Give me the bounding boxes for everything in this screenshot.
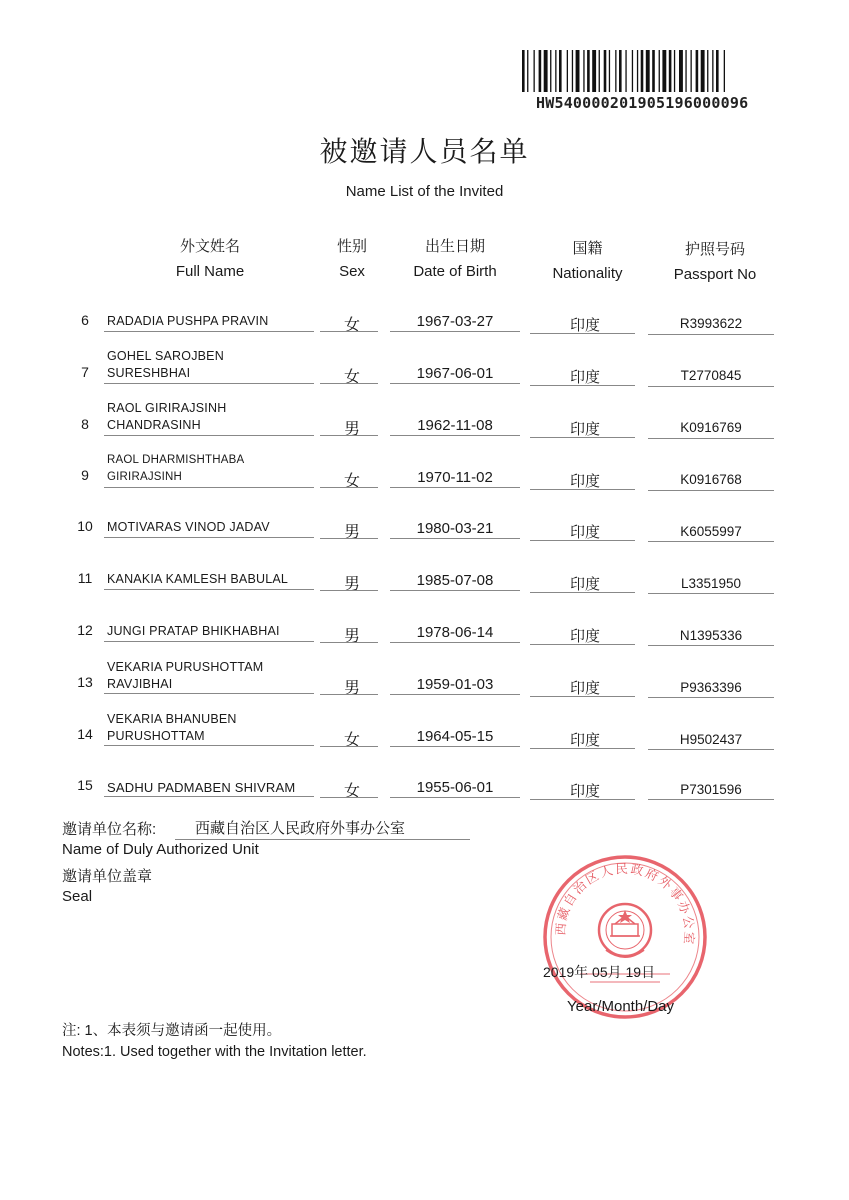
barcode-bar [716,50,719,92]
sex-value: 男 [343,522,360,541]
dob-value: 1964-05-15 [416,728,494,745]
barcode-bar [604,50,607,92]
nationality-value: 印度 [569,575,600,593]
barcode-bar [724,50,725,92]
passport-value: P9363396 [680,680,742,695]
row-number: 15 [77,777,93,793]
name-line-2: JUNGI PRATAP BHIKHABHAI [107,624,280,638]
passport-value: K0916768 [680,472,742,487]
dob-value: 1980-03-21 [416,520,494,537]
sex-value: 女 [343,781,360,800]
barcode-bar [583,50,584,92]
barcode-bar [646,50,650,92]
nationality-value: 印度 [569,627,600,645]
passport-value: L3351950 [680,576,742,591]
document-subtitle: Name List of the Invited [345,183,504,200]
seal-label-zh: 邀请单位盖章 [62,868,153,885]
barcode-number: HW540000201905196000096 [536,94,749,112]
passport-value: P7301596 [680,782,742,797]
barcode-bar [592,50,596,92]
name-line-1: VEKARIA PURUSHOTTAM [107,660,264,674]
barcode-bar [534,50,535,92]
sex-value: 男 [343,678,360,697]
row-number: 6 [81,312,89,328]
barcode-bar [609,50,610,92]
table-row [0,300,849,352]
name-line-2: GIRIRAJSINH [107,471,183,483]
table-row [0,560,849,612]
nationality-value: 印度 [569,420,600,438]
table-row [0,612,849,664]
dob-value: 1985-07-08 [416,572,494,589]
barcode-bar [555,50,556,92]
dob-value: 1970-11-02 [417,469,493,486]
nationality-value: 印度 [569,782,600,800]
table-row [0,401,849,456]
nationality-value: 印度 [569,731,600,749]
barcode-bar [615,50,616,92]
dob-value: 1955-06-01 [416,779,494,796]
name-line-2: CHANDRASINH [107,418,201,432]
name-line-2: PURUSHOTTAM [107,729,205,743]
name-line-2: KANAKIA KAMLESH BABULAL [107,572,289,586]
date-label: Year/Month/Day [567,998,675,1015]
table-row [0,768,849,820]
barcode-bar [662,50,666,92]
table-row [0,349,849,404]
seal-label-en: Seal [62,888,93,905]
dob-value: 1959-01-03 [416,676,494,693]
barcode-bar [679,50,683,92]
barcode-bar [625,50,626,92]
barcode-bar [599,50,600,92]
barcode-bar [669,50,672,92]
header-passport-no: 护照号码 Passport No [673,240,757,283]
nationality-value: 印度 [569,472,600,490]
sex-value: 男 [343,419,360,438]
sex-value: 男 [343,626,360,645]
barcode-bar [652,50,655,92]
name-line-1: RAOL DHARMISHTHABA [107,454,245,466]
sex-value: 男 [343,574,360,593]
header-full-name: 外文姓名 Full Name [175,237,245,280]
passport-value: T2770845 [680,368,742,383]
name-line-1: VEKARIA BHANUBEN [107,712,237,726]
barcode-bar [701,50,705,92]
barcode [522,50,772,92]
barcode-bar [550,50,551,92]
table-row [0,712,849,768]
nationality-value: 印度 [569,316,600,334]
sex-value: 女 [343,471,360,490]
passport-value: R3993622 [679,316,743,331]
barcode-bar [527,50,528,92]
official-seal [540,852,710,1022]
dob-value: 1962-11-08 [417,417,493,434]
barcode-bar [544,50,548,92]
dob-value: 1967-03-27 [416,313,494,330]
barcode-bar [522,50,525,92]
name-line-2: SURESHBHAI [107,366,191,380]
note-en: Notes:1. Used together with the Invitation letter. [62,1044,367,1060]
row-number: 13 [77,674,93,690]
barcode-bar [587,50,590,92]
header-sex: 性别 Sex [336,237,367,280]
barcode-bar [707,50,708,92]
table-row [0,660,849,716]
barcode-bar [696,50,699,92]
barcode-bar [559,50,562,92]
barcode-bar [637,50,638,92]
unit-name-value: 西藏自治区人民政府外事办公室 [195,820,406,837]
barcode-bar [619,50,622,92]
row-number: 11 [77,570,93,586]
name-line-1: GOHEL SAROJBEN [107,349,224,363]
sex-value: 女 [343,315,360,334]
passport-value: K6055997 [680,524,742,539]
barcode-bar [674,50,675,92]
barcode-bar [691,50,692,92]
barcode-bar [685,50,686,92]
table-row [0,508,849,560]
row-number: 7 [81,364,89,380]
row-number: 8 [81,416,89,432]
table-row [0,456,849,508]
sex-value: 女 [343,730,360,749]
name-line-2: RADADIA PUSHPA PRAVIN [107,314,269,328]
row-number: 9 [81,467,89,483]
row-number: 12 [77,622,93,638]
header-nationality: 国籍 Nationality [552,239,623,282]
barcode-bar [576,50,580,92]
unit-label-zh: 邀请单位名称: [62,821,157,838]
barcode-bar [712,50,713,92]
unit-underline [175,839,470,840]
passport-value: N1395336 [679,628,743,643]
row-number: 10 [77,518,93,534]
header-date-of-birth: 出生日期 Date of Birth [413,237,497,280]
date-value: 2019年 05月 19日 [543,964,656,980]
sex-value: 女 [343,367,360,386]
barcode-bar [641,50,644,92]
barcode-bar [539,50,542,92]
barcode-bar [659,50,660,92]
passport-value: K0916769 [680,420,742,435]
nationality-value: 印度 [569,523,600,541]
name-line-2: SADHU PADMABEN SHIVRAM [107,780,296,795]
unit-label-en: Name of Duly Authorized Unit [62,841,259,858]
dob-value: 1978-06-14 [416,624,494,641]
barcode-bar [632,50,633,92]
name-line-1: RAOL GIRIRAJSINH [107,401,227,415]
name-line-2: RAVJIBHAI [107,677,173,691]
passport-value: H9502437 [679,732,743,747]
name-line-2: MOTIVARAS VINOD JADAV [107,520,270,534]
row-number: 14 [77,726,93,742]
barcode-bar [567,50,568,92]
document-title: 被邀请人员名单 [319,135,530,168]
note-zh: 注: 1、本表须与邀请函一起使用。 [62,1023,282,1039]
nationality-value: 印度 [569,679,600,697]
nationality-value: 印度 [569,368,600,386]
barcode-bar [572,50,573,92]
dob-value: 1967-06-01 [416,365,494,382]
svg-text:西藏自治区人民政府外事办公室: 西藏自治区人民政府外事办公室 [552,860,698,947]
